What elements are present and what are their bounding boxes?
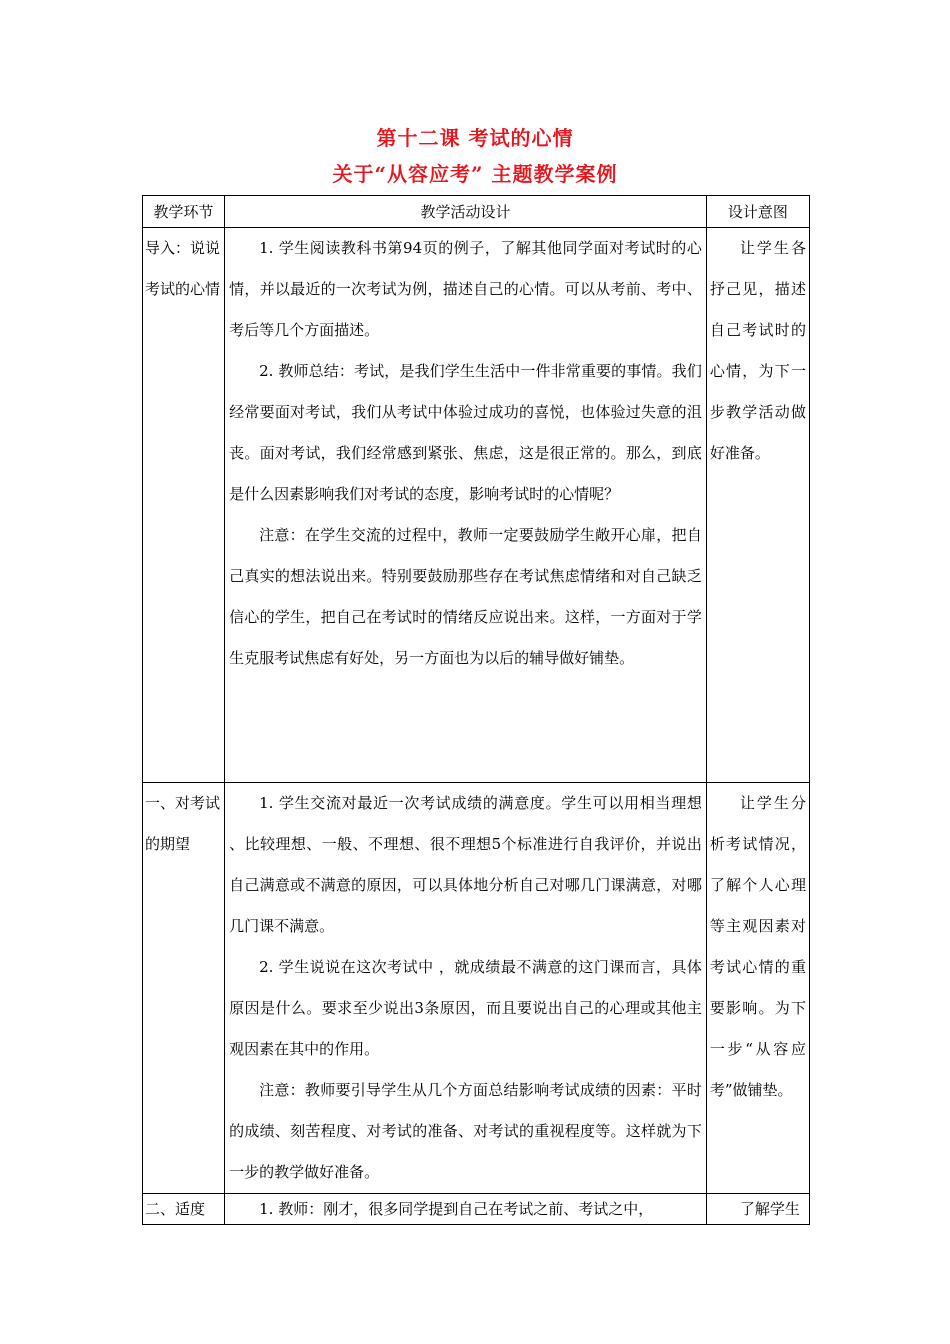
intent-cell bbox=[706, 1194, 809, 1225]
lesson-title: 第十二课 考试的心情 bbox=[376, 126, 574, 150]
stage-cell bbox=[143, 228, 225, 783]
activity-paragraph: 注意：在学生交流的过程中，教师一定要鼓励学生敞开心扉，把自己真实的想法说出来。特别要鼓励那些存在考试焦虑情绪和对自己缺乏信心的学生，把自己在考试时的情绪反应说出来。这样，一方面对于学生克服考试焦虑有好处，另一方面也为以后的辅导做好铺垫。 bbox=[229, 526, 702, 667]
lesson-plan-table bbox=[142, 195, 810, 1225]
table-row bbox=[143, 783, 810, 1194]
stage-text: 导入：说说考试的心情 bbox=[145, 239, 221, 298]
activity-paragraph: 2. 教师总结：考试，是我们学生生活中一件非常重要的事情。我们经常要面对考试，我们从考试中体验过成功的喜悦，也体验过失意的沮丧。面对考试，我们经常感到紧张、焦虑，这是很正常的。那么，到底是什么因素影响我们对考试的态度，影响考试时的心情呢？ bbox=[229, 362, 702, 503]
intent-text: 让学生分析考试情况，了解个人心理等主观因素对考试心情的重要影响。为下一步“从容应考”做铺垫。 bbox=[709, 794, 806, 1099]
activity-paragraph: 1. 教师：刚才，很多同学提到自己在考试之前、考试之中， bbox=[259, 1200, 654, 1218]
table-header-row bbox=[143, 196, 810, 228]
intent-text: 了解学生 bbox=[739, 1200, 800, 1218]
activity-cell bbox=[225, 1194, 707, 1225]
intent-cell bbox=[706, 783, 809, 1194]
header-activity: 教学活动设计 bbox=[225, 196, 707, 228]
activity-cell bbox=[225, 228, 707, 783]
header-stage: 教学环节 bbox=[143, 196, 225, 228]
table-row bbox=[143, 228, 810, 783]
activity-paragraph: 1. 学生阅读教科书第94页的例子，了解其他同学面对考试时的心情，并以最近的一次考试为例，描述自己的心情。可以从考前、考中、考后等几个方面描述。 bbox=[229, 239, 702, 339]
activity-paragraph: 1. 学生交流对最近一次考试成绩的满意度。学生可以用相当理想 、比较理想、一般、不理想、很不理想5个标准进行自我评价，并说出自己满意或不满意的原因，可以具体地分析自己对哪几门课满意，对哪几门课不满意。 bbox=[229, 794, 702, 935]
intent-cell bbox=[706, 228, 809, 783]
activity-paragraph: 2. 学生说说在这次考试中 ，就成绩最不满意的这门课而言，具体原因是什么。要求至少说出3条原因，而且要说出自己的心理或其他主观因素在其中的作用。 bbox=[229, 958, 702, 1058]
stage-cell bbox=[143, 1194, 225, 1225]
lesson-subtitle: 关于“从容应考” 主题教学案例 bbox=[332, 162, 618, 186]
stage-cell bbox=[143, 783, 225, 1194]
table-row bbox=[143, 1194, 810, 1225]
activity-paragraph: 注意：教师要引导学生从几个方面总结影响考试成绩的因素：平时的成绩、刻苦程度、对考试的准备、对考试的重视程度等。这样就为下一步的教学做好准备。 bbox=[229, 1081, 702, 1181]
stage-text: 二、适度 bbox=[145, 1200, 206, 1218]
stage-text: 一、对考试的期望 bbox=[145, 794, 221, 853]
activity-cell bbox=[225, 783, 707, 1194]
header-intent: 设计意图 bbox=[706, 196, 809, 228]
intent-text: 让学生各抒己见，描述自己考试时的心情，为下一步教学活动做好准备。 bbox=[709, 239, 806, 462]
